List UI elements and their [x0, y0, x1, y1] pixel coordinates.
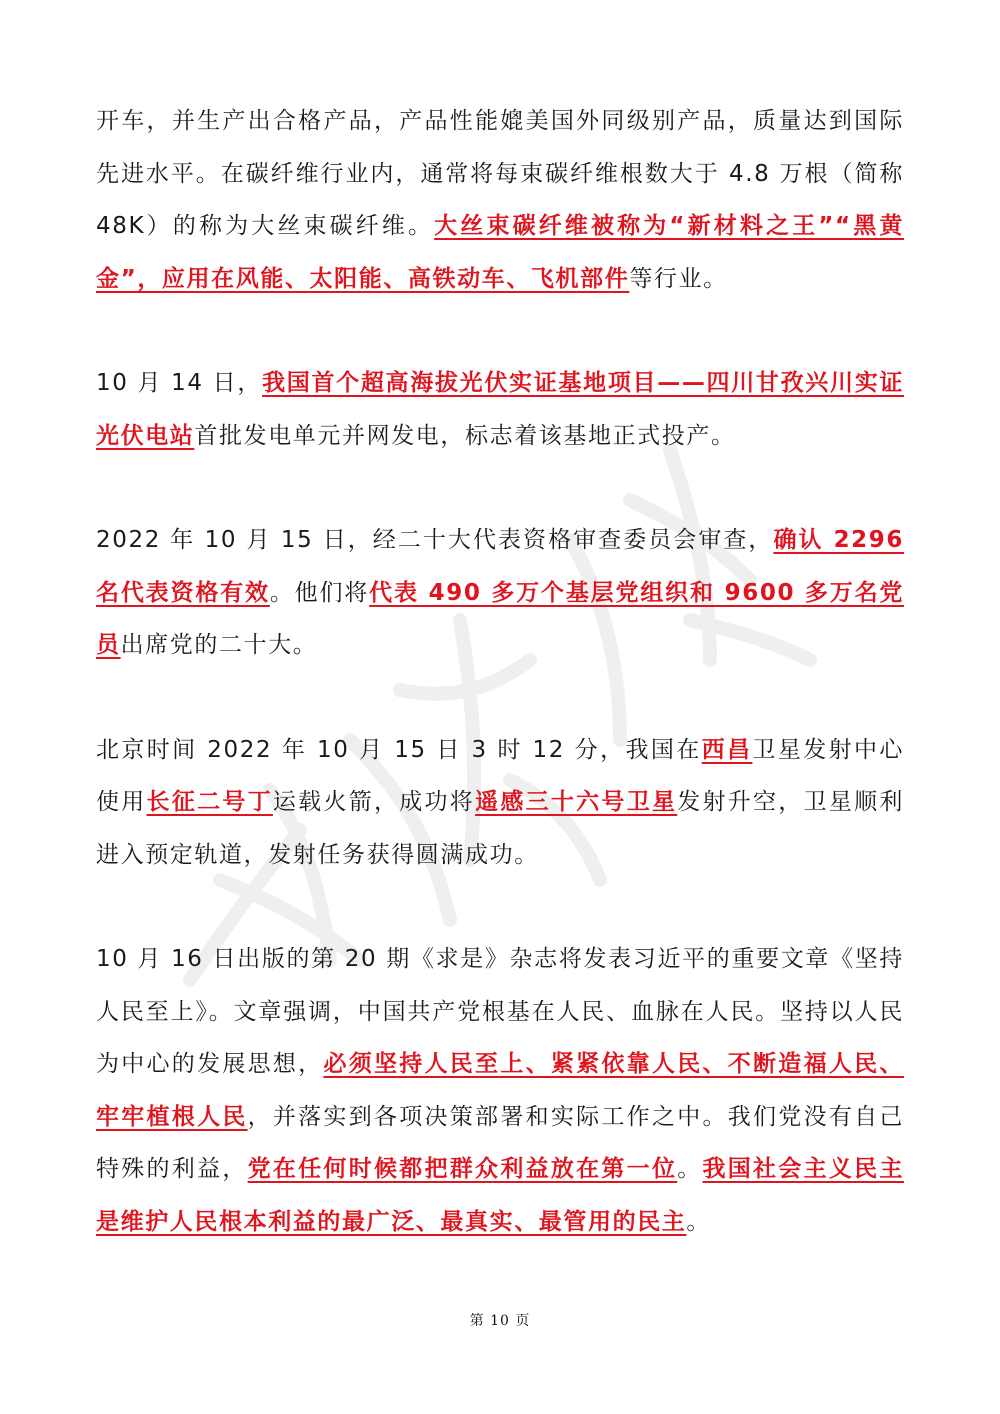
- body-text: 10 月 16 日出版的第 20 期《求是》杂志将发表习近平的重要文章《坚持人民至上》。文章强调，中国共产党根基在人民、血脉在人民。坚持以人民为中心的发展思想，: [96, 946, 904, 1077]
- paragraph: [96, 357, 904, 462]
- body-text: 开车，并生产出合格产品，产品性能媲美国外同级别产品，质量达到国际先进水平。在碳纤维行业内，通常将每束碳纤维根数大于 4.8 万根（简称 48K）的称为大丝束碳纤维。: [96, 108, 904, 239]
- paragraph: [96, 933, 904, 1248]
- highlighted-text: 我国社会主义民主是维护人民根本利益的最广泛、最真实、最管用的民主: [96, 1156, 904, 1235]
- highlighted-text: 我国首个超高海拔光伏实证基地项目——四川甘孜兴川实证光伏电站: [96, 370, 904, 449]
- page-number: 第 10 页: [469, 1313, 531, 1329]
- highlighted-text: 确认 2296 名代表资格有效: [96, 527, 904, 606]
- body-text: 。: [677, 1156, 703, 1182]
- body-text: 运载火箭，成功将: [272, 789, 476, 815]
- article-body: [96, 95, 904, 1300]
- body-text: 2022 年 10 月 15 日，经二十大代表资格审查委员会审查，: [96, 527, 774, 553]
- body-text: ，并落实到各项决策部署和实际工作之中。我们党没有自己特殊的利益，: [96, 1103, 904, 1182]
- highlighted-text: 遥感三十六号卫星: [475, 789, 678, 815]
- highlighted-text: 党在任何时候都把群众利益放在第一位: [247, 1156, 678, 1182]
- paragraph: [96, 514, 904, 672]
- body-text: 。他们将: [269, 579, 370, 606]
- body-text: 发射升空，卫星顺利进入预定轨道，发射任务获得圆满成功。: [96, 789, 905, 868]
- highlighted-text: 必须坚持人民至上、紧紧依靠人民、不断造福人民、牢牢植根人民: [96, 1051, 904, 1130]
- body-text: 首批发电单元并网发电，标志着该基地正式投产。: [194, 422, 736, 449]
- body-text: 卫星发射中心使用: [96, 736, 904, 815]
- body-text: 北京时间 2022 年 10 月 15 日 3 时 12 分，我国在: [96, 736, 702, 763]
- body-text: 10 月 14 日，: [96, 370, 263, 396]
- body-text: 。: [686, 1208, 712, 1235]
- highlighted-text: 西昌: [701, 736, 753, 763]
- highlighted-text: 长征二号丁: [146, 789, 273, 815]
- body-text: 出席党的二十大。: [120, 632, 318, 658]
- body-text: 等行业。: [629, 265, 728, 292]
- highlighted-text: 代表 490 多万个基层党组织和 9600 多万名党员: [96, 579, 905, 658]
- highlighted-text: 大丝束碳纤维被称为“新材料之王”“黑黄金”，应用在风能、太阳能、高铁动车、飞机部件: [96, 213, 905, 292]
- paragraph: [96, 724, 904, 882]
- paragraph: [96, 95, 904, 305]
